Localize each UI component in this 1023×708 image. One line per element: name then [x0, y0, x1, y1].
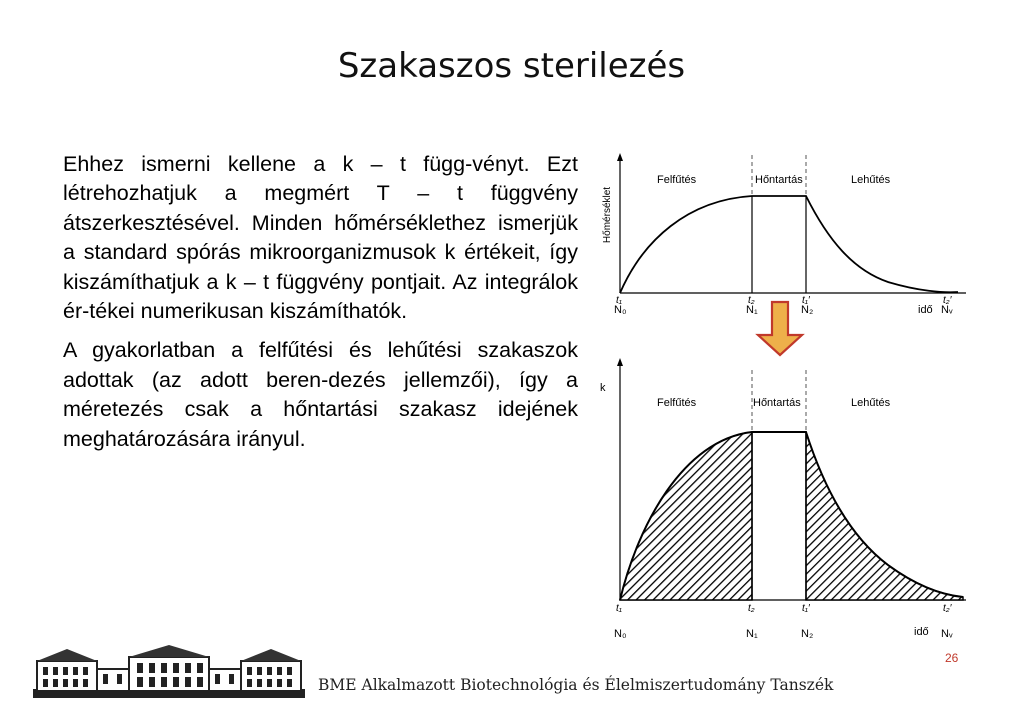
bottom-xlabel: idő	[914, 626, 929, 638]
temperature-time-diagram	[602, 153, 966, 316]
bottom-tmark-4: t₂′	[943, 603, 952, 614]
page-number: 26	[945, 651, 959, 665]
top-nmark-2: N₁	[746, 304, 758, 316]
bottom-nmark-4: Nᵥ	[941, 628, 953, 640]
paragraph-2: A gyakorlatban a felfűtési és lehűtési szakaszok adottak (az adott beren-dezés jellemzői), így a méretezés csak a hőntartási szakasz idejének meghatározására irányul.	[63, 338, 578, 451]
slide-title: Szakaszos sterilezés	[337, 46, 686, 86]
top-phase-holding: Hőntartás	[755, 174, 803, 186]
top-tmark-3: t₁′	[802, 295, 810, 306]
cooling-integral-area	[806, 432, 963, 600]
top-tmark-2: t₂	[748, 295, 755, 306]
bottom-nmark-1: N₀	[614, 628, 627, 640]
bottom-tmark-2: t₂	[748, 603, 755, 614]
top-nmark-3: N₂	[801, 304, 814, 316]
heating-integral-area	[620, 432, 752, 600]
top-phase-heating: Felfűtés	[657, 174, 697, 186]
bottom-phase-holding: Hőntartás	[753, 397, 801, 409]
bottom-nmark-2: N₁	[746, 628, 758, 640]
bottom-ylabel: k	[600, 382, 606, 394]
temperature-curve	[620, 196, 958, 293]
bottom-phase-cooling: Lehűtés	[851, 397, 891, 409]
paragraph-1: Ehhez ismerni kellene a k – t függ-vényt. Ezt létrehozhatjuk a megmért T – t függvény átszerkesztésével. Minden hőmérséklethez ismerjük a standard spórás mikroorganizmusok k értékeit, így kiszámíthatjuk a k – t függvény pontjait. Az integrálok ér-tékei numerikusan kiszámíthatók.	[63, 152, 578, 324]
top-nmark-1: N₀	[614, 304, 627, 316]
bottom-tmark-3: t₁′	[802, 603, 810, 614]
top-ylabel: Hőmérséklet	[602, 186, 613, 244]
body-text	[63, 150, 578, 464]
top-xlabel: idő	[918, 304, 933, 316]
top-tmark-1: t₁	[616, 295, 622, 306]
university-building-logo	[33, 645, 305, 700]
top-nmark-4: Nᵥ	[941, 304, 953, 316]
top-phase-cooling: Lehűtés	[851, 174, 891, 186]
bottom-nmark-3: N₂	[801, 628, 814, 640]
sterilization-diagram	[598, 145, 978, 650]
bottom-tmark-1: t₁	[616, 603, 622, 614]
k-time-diagram	[600, 358, 966, 640]
top-tmark-4: t₂′	[943, 295, 952, 306]
footer-institution: BME Alkalmazott Biotechnológia és Élelmiszertudomány Tanszék	[318, 676, 834, 694]
down-arrow-icon	[758, 302, 802, 355]
bottom-phase-heating: Felfűtés	[657, 397, 697, 409]
